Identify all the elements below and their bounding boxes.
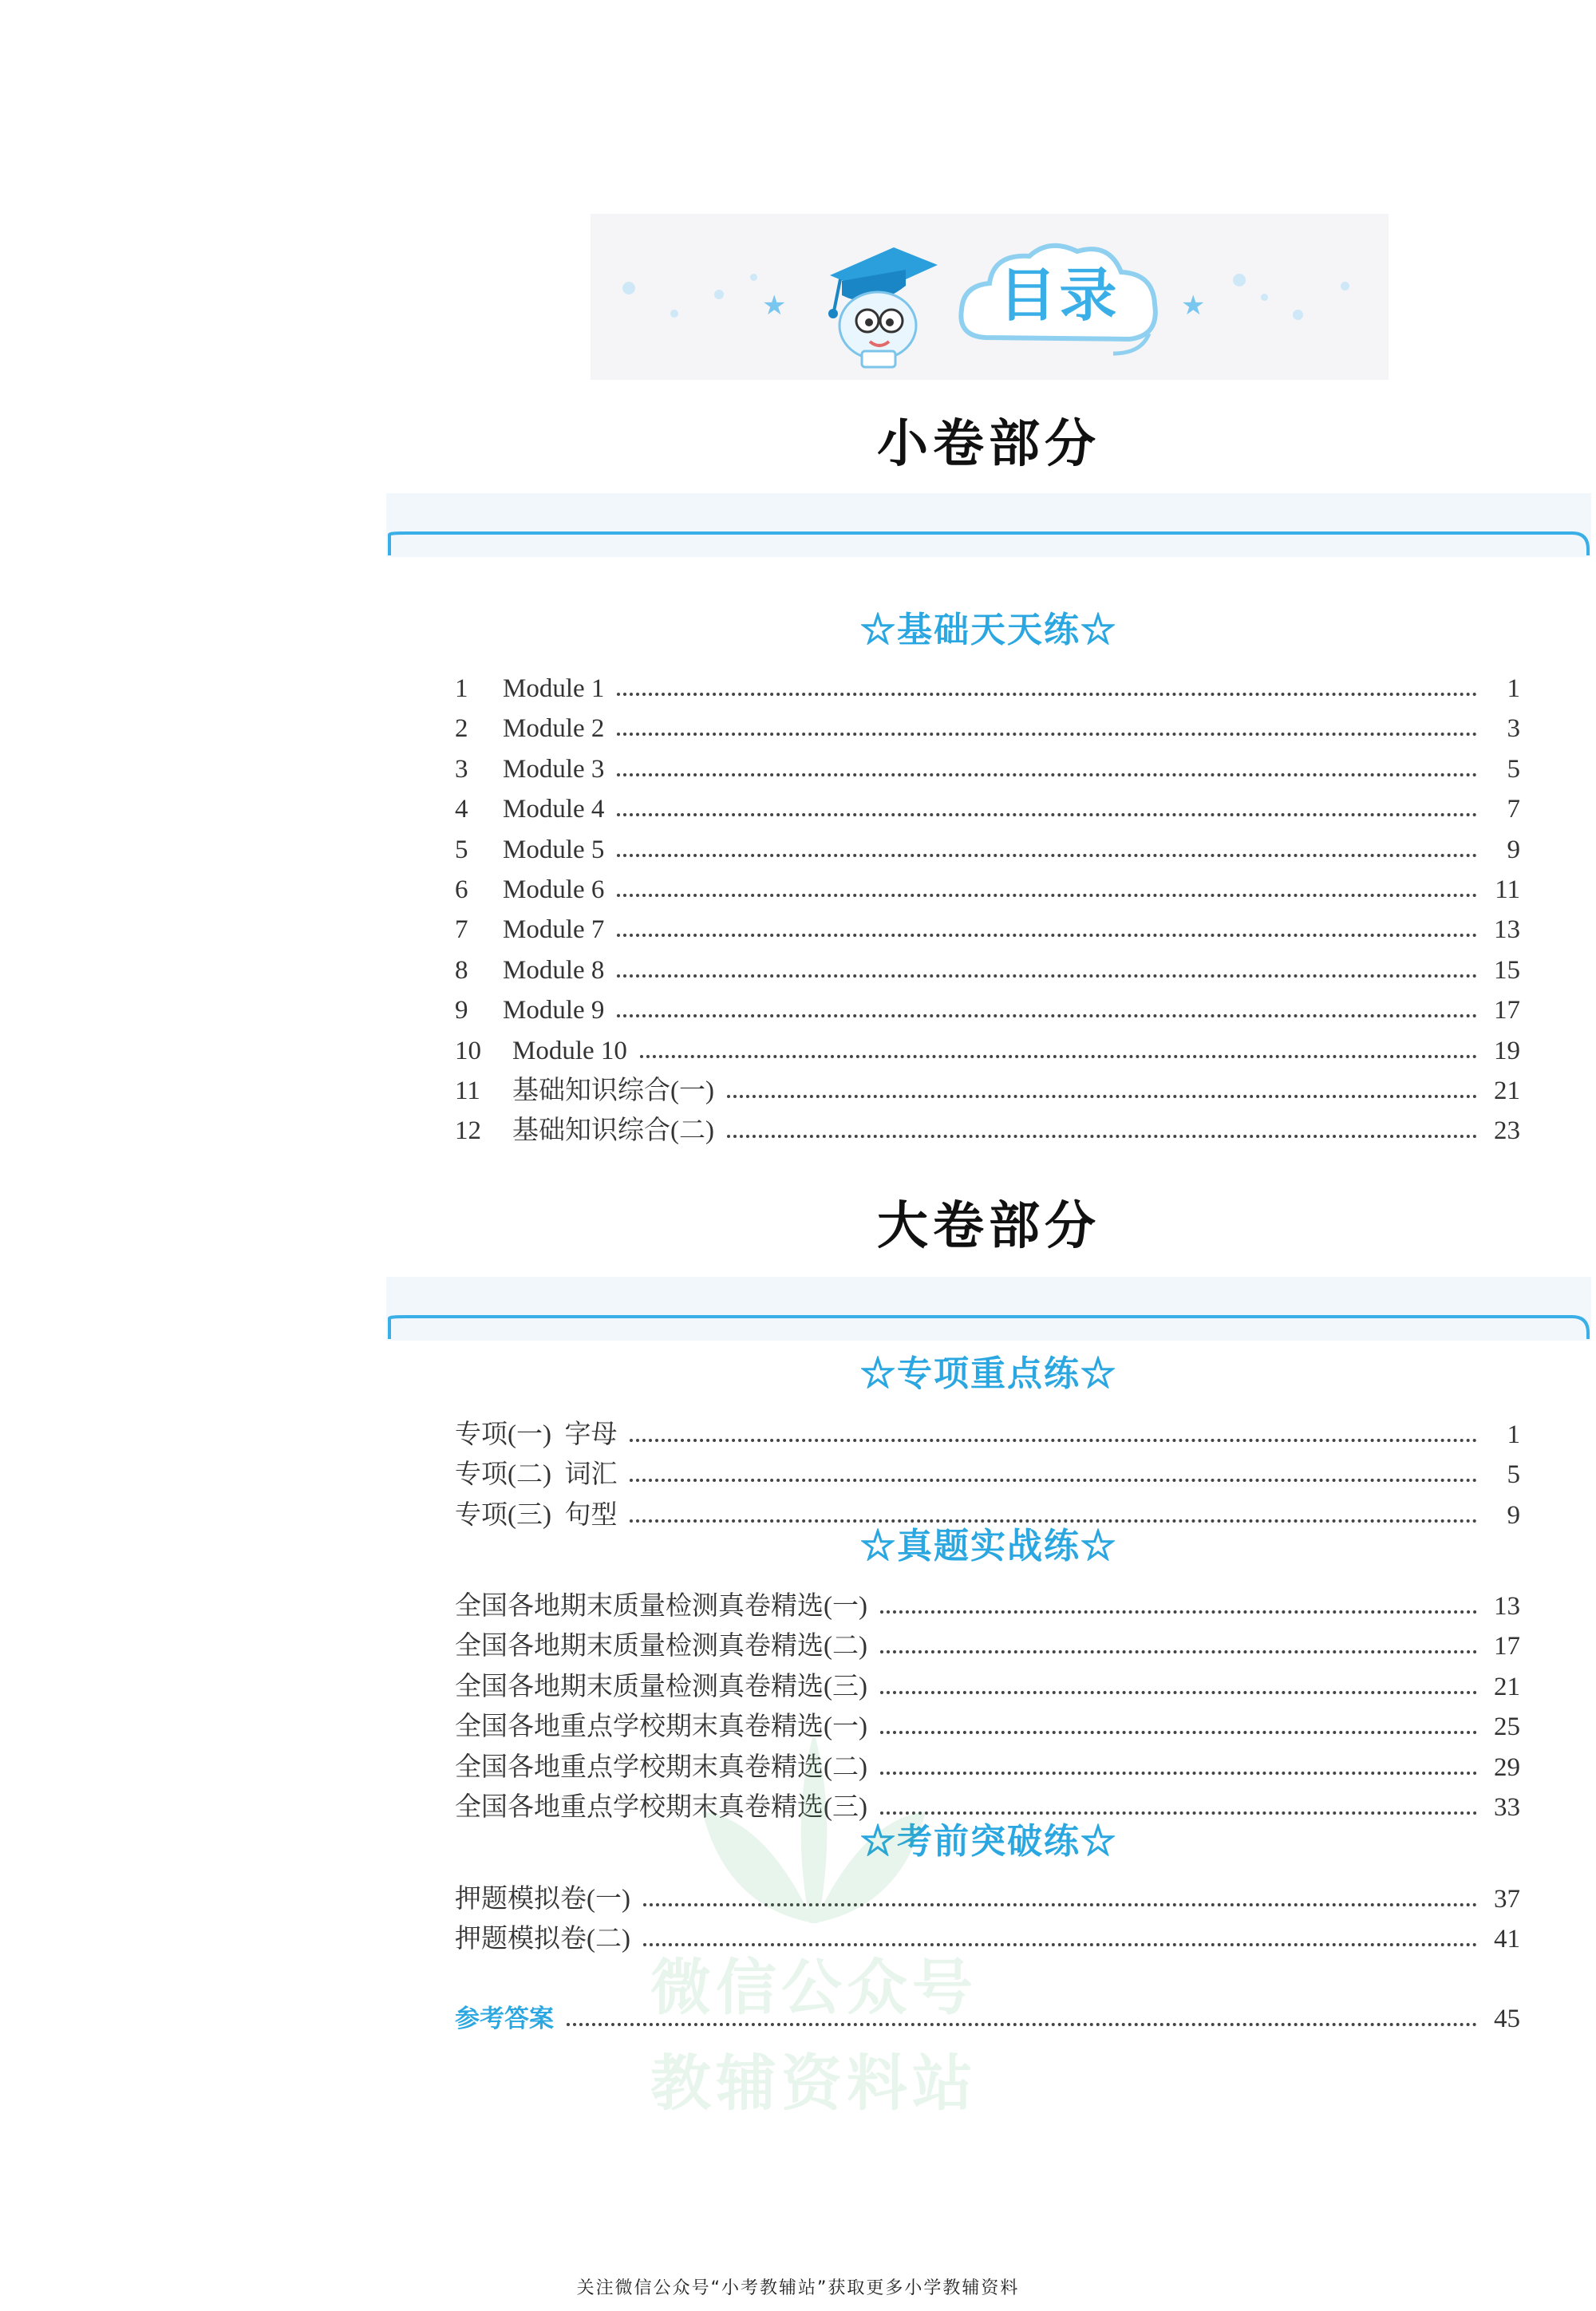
decor-dot: [750, 274, 757, 281]
toc-entry-page: 15: [1494, 955, 1520, 985]
toc-entry-label: Module 10: [512, 1036, 627, 1065]
toc-entry[interactable]: [455, 1624, 1520, 1664]
toc-entry[interactable]: [455, 1412, 1520, 1452]
toc-entry-page: 33: [1494, 1793, 1520, 1822]
toc-entry-page: 41: [1494, 1925, 1520, 1954]
dot-leader: [880, 1811, 1477, 1815]
toc-entry-page: 25: [1494, 1713, 1520, 1742]
big-part-title: 大卷部分: [877, 1197, 1100, 1256]
toc-entry-page: 5: [1507, 754, 1520, 784]
dot-leader: [617, 854, 1477, 857]
toc-entry-label: 全国各地重点学校期末真卷精选(三): [455, 1793, 867, 1822]
toc-entry-page: 9: [1507, 835, 1520, 864]
toc-entry[interactable]: [455, 1877, 1520, 1917]
toc-entry-label: 专项(三) 句型: [455, 1500, 618, 1530]
decor-dot: [622, 282, 635, 294]
toc-entry-label: Module 6: [503, 875, 605, 904]
toc-entry-page: 17: [1494, 996, 1520, 1025]
dot-leader: [727, 1135, 1477, 1138]
star-icon: ★: [762, 290, 787, 322]
dot-leader: [880, 1650, 1477, 1653]
toc-entry[interactable]: [455, 1705, 1520, 1744]
toc-entry-number: 2: [455, 714, 468, 744]
toc-entry-page: 1: [1507, 674, 1520, 703]
watermark-line1: 微信公众号: [650, 1952, 978, 2023]
star-icon: ★: [1181, 290, 1206, 322]
dot-leader: [630, 1519, 1477, 1523]
dot-leader: [727, 1095, 1477, 1098]
toc-entry[interactable]: [455, 1785, 1520, 1825]
toc-entry-number: 10: [455, 1036, 481, 1065]
toc-answers-entry[interactable]: [455, 1997, 1520, 2036]
toc-entry-number: 11: [455, 1076, 480, 1105]
small-part-title: 小卷部分: [877, 415, 1100, 474]
dot-leader: [617, 773, 1477, 776]
section-divider: [386, 493, 1591, 557]
toc-entry-label: Module 9: [503, 996, 605, 1025]
dot-leader: [630, 1479, 1477, 1482]
section-divider: [386, 1277, 1591, 1341]
toc-entry-page: 11: [1495, 875, 1520, 904]
toc-entry-page: 3: [1507, 714, 1520, 744]
dot-leader: [880, 1772, 1477, 1775]
toc-entry-page: 29: [1494, 1752, 1520, 1782]
toc-entry[interactable]: [455, 666, 1520, 706]
toc-entry-label: Module 3: [503, 754, 605, 784]
dot-leader: [567, 2023, 1477, 2026]
toc-entry[interactable]: [455, 1745, 1520, 1785]
dot-leader: [880, 1731, 1477, 1734]
toc-entry[interactable]: [455, 948, 1520, 988]
toc-entry-number: 5: [455, 835, 468, 864]
dot-leader: [640, 1055, 1477, 1058]
toc-entry-label: 全国各地重点学校期末真卷精选(一): [455, 1713, 867, 1742]
toc-entry-label: 押题模拟卷(一): [455, 1885, 630, 1914]
toc-entry-number: 9: [455, 996, 468, 1025]
page-footer-note: 关注微信公众号“小考教辅站”获取更多小学教辅资料: [576, 2278, 1020, 2298]
toc-entry-label: Module 2: [503, 714, 605, 744]
toc-entry-label: Module 4: [503, 795, 605, 824]
decor-dot: [1261, 294, 1268, 301]
toc-entry-label: 全国各地期末质量检测真卷精选(三): [455, 1672, 867, 1701]
toc-entry-page: 21: [1494, 1076, 1520, 1105]
toc-entry-number: 6: [455, 875, 468, 904]
toc-entry[interactable]: [455, 1108, 1520, 1148]
toc-entry-label: 全国各地期末质量检测真卷精选(一): [455, 1592, 867, 1621]
toc-entry-label: 全国各地重点学校期末真卷精选(二): [455, 1752, 867, 1782]
toc-entry-page: 5: [1507, 1460, 1520, 1490]
dot-leader: [643, 1903, 1477, 1906]
toc-entry-page: 23: [1494, 1116, 1520, 1146]
decor-dot: [1293, 310, 1303, 320]
toc-entry-label: 押题模拟卷(二): [455, 1925, 630, 1954]
toc-entry-page: 45: [1494, 2005, 1520, 2033]
dot-leader: [617, 733, 1477, 736]
group-title-pre-exam: ☆考前突破练☆: [860, 1821, 1117, 1862]
toc-entry-label: Module 7: [503, 915, 605, 945]
toc-entry-page: 9: [1507, 1500, 1520, 1530]
toc-entry-number: 3: [455, 754, 468, 784]
toc-entry-number: 12: [455, 1116, 481, 1146]
toc-entry-page: 13: [1494, 915, 1520, 945]
toc-entry-label: 参考答案: [455, 2005, 554, 2033]
toc-entry[interactable]: [455, 1917, 1520, 1957]
dot-leader: [617, 894, 1477, 897]
toc-entry[interactable]: [455, 747, 1520, 787]
toc-entry-page: 19: [1494, 1036, 1520, 1065]
mascot-graduation-cap-icon: [818, 231, 938, 371]
group-title-special: ☆专项重点练☆: [860, 1353, 1117, 1394]
toc-entry-label: Module 5: [503, 835, 605, 864]
decor-dot: [1233, 274, 1246, 286]
toc-entry-page: 1: [1507, 1420, 1520, 1449]
decor-dot: [714, 290, 724, 299]
toc-entry-page: 21: [1494, 1672, 1520, 1701]
toc-entry-label: 全国各地期末质量检测真卷精选(二): [455, 1632, 867, 1661]
toc-entry-number: 7: [455, 915, 468, 945]
toc-entry-page: 17: [1494, 1632, 1520, 1661]
toc-entry[interactable]: [455, 787, 1520, 827]
toc-entry[interactable]: [455, 988, 1520, 1028]
dot-leader: [643, 1943, 1477, 1946]
toc-entry[interactable]: [455, 828, 1520, 867]
toc-entry[interactable]: [455, 706, 1520, 746]
toc-entry-number: 8: [455, 955, 468, 985]
toc-entry[interactable]: [455, 1029, 1520, 1069]
toc-entry-page: 7: [1507, 795, 1520, 824]
dot-leader: [617, 1014, 1477, 1017]
toc-entry-label: Module 8: [503, 955, 605, 985]
dot-leader: [617, 934, 1477, 937]
toc-entry-label: Module 1: [503, 674, 605, 703]
dot-leader: [617, 974, 1477, 978]
toc-entry-label: 专项(一) 字母: [455, 1420, 618, 1449]
dot-leader: [630, 1439, 1477, 1442]
decor-dot: [670, 310, 678, 318]
decor-dot: [1341, 282, 1349, 290]
group-title-real-exam: ☆真题实战练☆: [860, 1526, 1117, 1566]
toc-entry-number: 1: [455, 674, 468, 703]
toc-entry-page: 37: [1494, 1885, 1520, 1914]
watermark-line2: 教辅资料站: [650, 2048, 978, 2119]
toc-entry-number: 4: [455, 795, 468, 824]
dot-leader: [880, 1691, 1477, 1694]
toc-entry-page: 13: [1494, 1592, 1520, 1621]
toc-entry-label: 基础知识综合(二): [512, 1116, 714, 1146]
toc-entry[interactable]: [455, 867, 1520, 907]
toc-title: 目录: [998, 262, 1120, 329]
dot-leader: [617, 693, 1477, 696]
dot-leader: [617, 813, 1477, 816]
toc-entry[interactable]: [455, 907, 1520, 947]
toc-entry[interactable]: [455, 1493, 1520, 1533]
toc-entry-label: 基础知识综合(一): [512, 1076, 714, 1105]
dot-leader: [880, 1610, 1477, 1614]
toc-entry[interactable]: [455, 1665, 1520, 1705]
header-banner: [591, 214, 1389, 380]
toc-entry[interactable]: [455, 1584, 1520, 1624]
toc-entry-label: 专项(二) 词汇: [455, 1460, 618, 1490]
group-title-basic: ☆基础天天练☆: [860, 610, 1117, 650]
toc-entry[interactable]: [455, 1452, 1520, 1492]
toc-entry[interactable]: [455, 1069, 1520, 1108]
